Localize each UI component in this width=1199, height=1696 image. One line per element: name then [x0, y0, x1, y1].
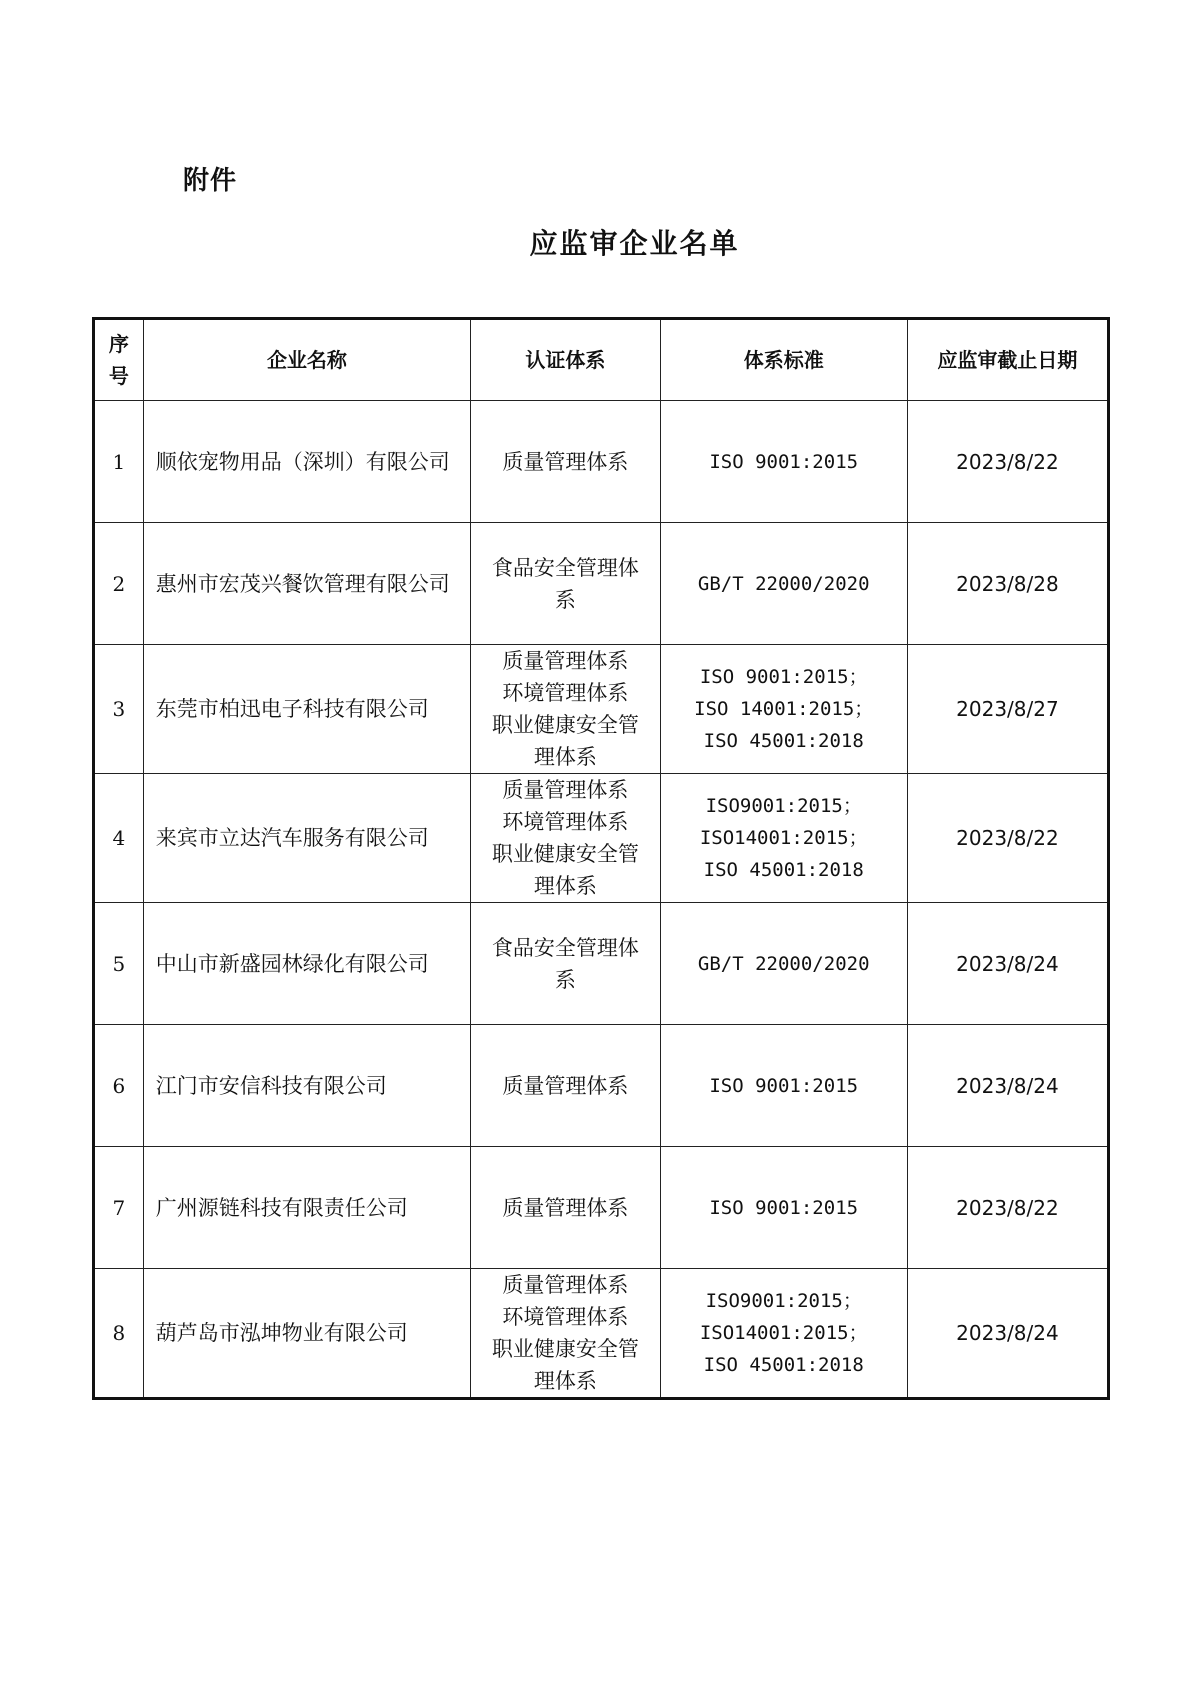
enterprise-table — [92, 317, 1110, 1400]
row-deadline-cell: 2023/8/24 — [907, 903, 1108, 1025]
row-system-cell — [471, 1147, 660, 1269]
row-standard-cell — [660, 401, 907, 523]
row-standard-cell — [660, 1025, 907, 1147]
row-name-cell: 顺依宠物用品（深圳）有限公司 — [143, 401, 470, 523]
attachment-label: 附件 — [183, 166, 238, 196]
row-deadline-cell: 2023/8/28 — [907, 523, 1108, 645]
row-standard-cell — [660, 774, 907, 903]
standard-line: GB/T 22000/2020 — [697, 952, 870, 975]
row-seq-cell: 6 — [94, 1025, 144, 1147]
row-name-cell: 葫芦岛市泓坤物业有限公司 — [143, 1269, 470, 1399]
standard-line: ISO14001:2015； — [699, 827, 868, 849]
table-row — [94, 774, 1109, 903]
row-name-cell: 惠州市宏茂兴餐饮管理有限公司 — [143, 523, 470, 645]
system-line: 环境管理体系 — [502, 1305, 629, 1329]
table-row — [94, 645, 1109, 774]
column-header-deadline: 应监审截止日期 — [907, 319, 1108, 401]
row-seq-cell: 1 — [94, 401, 144, 523]
system-line: 理体系 — [533, 1369, 597, 1393]
system-line: 质量管理体系 — [502, 778, 629, 802]
system-line: 质量管理体系 — [502, 1073, 629, 1098]
row-name-cell: 东莞市柏迅电子科技有限公司 — [143, 645, 470, 774]
system-line: 理体系 — [533, 745, 597, 769]
standard-line: ISO 9001:2015 — [709, 1196, 859, 1219]
system-line: 职业健康安全管 — [491, 842, 639, 866]
column-header-name: 企业名称 — [143, 319, 470, 401]
system-line: 质量管理体系 — [502, 449, 629, 474]
row-standard-cell — [660, 1147, 907, 1269]
row-name-cell: 广州源链科技有限责任公司 — [143, 1147, 470, 1269]
row-seq-cell: 3 — [94, 645, 144, 774]
system-line: 职业健康安全管 — [491, 713, 639, 737]
row-system-cell — [471, 774, 660, 903]
standard-line: ISO 9001:2015 — [709, 450, 859, 473]
system-line: 环境管理体系 — [502, 810, 629, 834]
standard-line: ISO9001:2015； — [705, 1290, 862, 1312]
row-system-cell — [471, 1025, 660, 1147]
row-system-cell — [471, 523, 660, 645]
system-line: 质量管理体系 — [502, 1273, 629, 1297]
system-line: 食品安全管理体 — [491, 935, 639, 960]
standard-line: ISO 45001:2018 — [703, 1354, 864, 1376]
row-name-cell: 中山市新盛园林绿化有限公司 — [143, 903, 470, 1025]
row-name-cell: 来宾市立达汽车服务有限公司 — [143, 774, 470, 903]
row-system-cell — [471, 903, 660, 1025]
row-standard-cell — [660, 903, 907, 1025]
standard-line: ISO 45001:2018 — [703, 859, 864, 881]
standard-line: ISO 9001:2015； — [699, 666, 868, 688]
column-header-standard: 体系标准 — [660, 319, 907, 401]
row-standard-cell — [660, 645, 907, 774]
system-line: 环境管理体系 — [502, 681, 629, 705]
system-line: 系 — [554, 967, 576, 992]
row-seq-cell: 5 — [94, 903, 144, 1025]
row-deadline-cell: 2023/8/22 — [907, 1147, 1108, 1269]
standard-line: ISO 9001:2015 — [709, 1074, 859, 1097]
row-deadline-cell: 2023/8/27 — [907, 645, 1108, 774]
standard-line: ISO 45001:2018 — [703, 730, 864, 752]
column-header-seq-line: 号 — [108, 364, 129, 388]
column-header-seq — [94, 319, 144, 401]
row-deadline-cell: 2023/8/24 — [907, 1025, 1108, 1147]
row-system-cell — [471, 401, 660, 523]
table-row — [94, 523, 1109, 645]
row-deadline-cell: 2023/8/24 — [907, 1269, 1108, 1399]
row-system-cell — [471, 645, 660, 774]
standard-line: GB/T 22000/2020 — [697, 572, 870, 595]
row-standard-cell — [660, 523, 907, 645]
row-name-cell: 江门市安信科技有限公司 — [143, 1025, 470, 1147]
table-row — [94, 1025, 1109, 1147]
table-row — [94, 1147, 1109, 1269]
table-row — [94, 903, 1109, 1025]
row-standard-cell — [660, 1269, 907, 1399]
system-line: 职业健康安全管 — [491, 1337, 639, 1361]
row-deadline-cell: 2023/8/22 — [907, 401, 1108, 523]
system-line: 理体系 — [533, 874, 597, 898]
system-line: 系 — [554, 587, 576, 612]
row-seq-cell: 4 — [94, 774, 144, 903]
standard-line: ISO9001:2015； — [705, 795, 862, 817]
page-title: 应监审企业名单 — [529, 227, 740, 260]
system-line: 食品安全管理体 — [491, 555, 639, 580]
system-line: 质量管理体系 — [502, 649, 629, 673]
table-row — [94, 1269, 1109, 1399]
column-header-seq-line: 序 — [108, 332, 129, 356]
standard-line: ISO14001:2015； — [699, 1322, 868, 1344]
row-seq-cell: 8 — [94, 1269, 144, 1399]
standard-line: ISO 14001:2015； — [694, 698, 874, 720]
table-header-row — [94, 319, 1109, 401]
column-header-system: 认证体系 — [471, 319, 660, 401]
row-system-cell — [471, 1269, 660, 1399]
row-seq-cell: 7 — [94, 1147, 144, 1269]
row-seq-cell: 2 — [94, 523, 144, 645]
table-row — [94, 401, 1109, 523]
row-deadline-cell: 2023/8/22 — [907, 774, 1108, 903]
system-line: 质量管理体系 — [502, 1195, 629, 1220]
